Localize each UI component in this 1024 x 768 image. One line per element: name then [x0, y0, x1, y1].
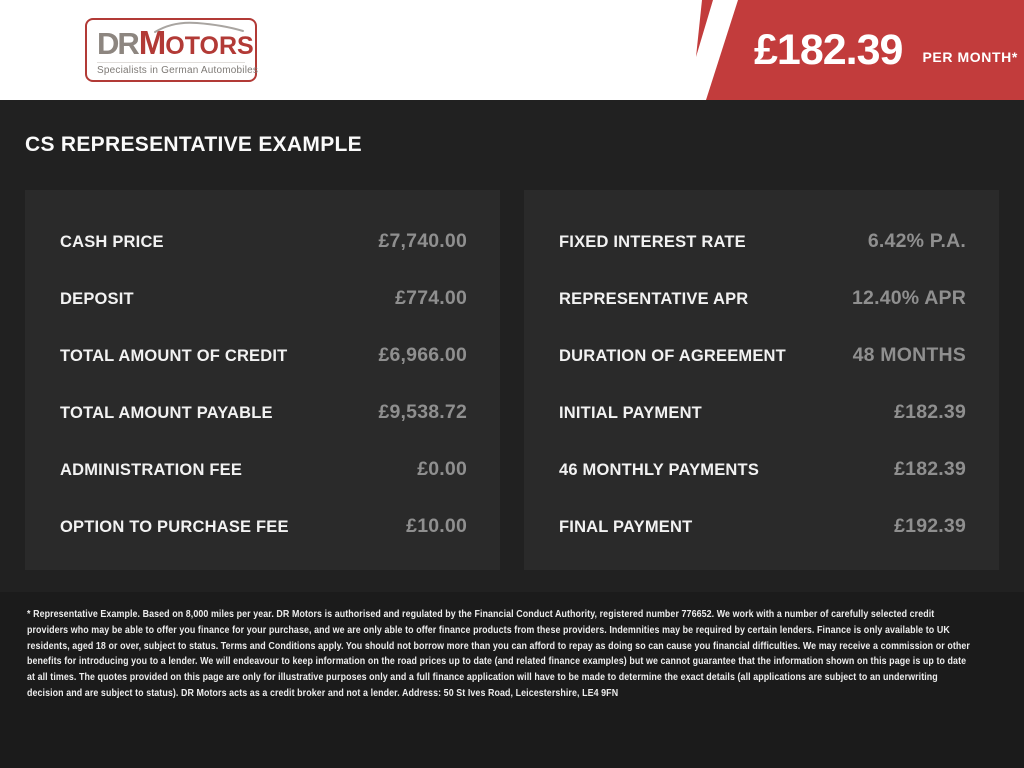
finance-row: [60, 344, 467, 367]
logo-text-dr: DR: [97, 26, 138, 61]
finance-label: CASH PRICE: [60, 233, 164, 251]
page-title: CS REPRESENTATIVE EXAMPLE: [25, 133, 362, 156]
finance-row: [60, 401, 467, 424]
finance-value: £10.00: [406, 515, 467, 537]
dealer-logo-wordmark: [97, 24, 254, 61]
finance-panel-left: [25, 190, 500, 570]
finance-label: REPRESENTATIVE APR: [559, 290, 749, 308]
finance-value: £774.00: [395, 287, 467, 309]
header: [0, 0, 1024, 100]
finance-label: ADMINISTRATION FEE: [60, 461, 243, 479]
finance-row: [559, 287, 966, 310]
disclaimer-footer: [0, 592, 1024, 768]
finance-label: DEPOSIT: [60, 290, 134, 308]
finance-label: OPTION TO PURCHASE FEE: [60, 518, 289, 536]
finance-value: £182.39: [894, 401, 966, 423]
dealer-logo: [85, 18, 257, 82]
monthly-price: £182.39: [754, 25, 903, 74]
finance-row: [559, 230, 966, 253]
finance-value: £6,966.00: [378, 344, 467, 366]
finance-label: FINAL PAYMENT: [559, 518, 693, 536]
finance-label: FIXED INTEREST RATE: [559, 233, 746, 251]
finance-label: 46 MONTHLY PAYMENTS: [559, 461, 760, 479]
finance-row: [60, 230, 467, 253]
price-banner: [690, 0, 1024, 100]
finance-row: [559, 458, 966, 481]
finance-value: 48 MONTHS: [852, 344, 966, 366]
finance-value: £0.00: [417, 458, 467, 480]
finance-row: [559, 401, 966, 424]
finance-example-section: [0, 100, 1024, 592]
finance-value: £192.39: [894, 515, 966, 537]
finance-row: [559, 344, 966, 367]
finance-label: DURATION OF AGREEMENT: [559, 347, 786, 365]
finance-label: TOTAL AMOUNT OF CREDIT: [60, 347, 288, 365]
finance-row: [60, 458, 467, 481]
finance-value: £7,740.00: [378, 230, 467, 252]
monthly-price-period: PER MONTH*: [922, 49, 1018, 65]
logo-text-m: M: [138, 24, 166, 61]
finance-value: 12.40% APR: [851, 287, 966, 309]
finance-label: INITIAL PAYMENT: [559, 404, 702, 422]
finance-label: TOTAL AMOUNT PAYABLE: [60, 404, 273, 422]
finance-value: £182.39: [894, 458, 966, 480]
finance-row: [60, 515, 467, 538]
finance-row: [559, 515, 966, 538]
finance-value: £9,538.72: [378, 401, 467, 423]
finance-value: 6.42% P.A.: [867, 230, 966, 252]
car-silhouette-icon: [153, 19, 245, 35]
logo-tagline: Specialists in German Automobiles: [97, 62, 245, 76]
price-banner-text: [754, 0, 1018, 100]
finance-row: [60, 287, 467, 310]
finance-panel-right: [524, 190, 999, 570]
disclaimer-text: * Representative Example. Based on 8,000 miles per year. DR Motors is authorised and regulated by the Financial Conduct Authority, registered number 776652. We work with a number of carefully selected credit providers who may be able to offer you finance for your purchase, and we are only able to offer finance products from these providers. Indemnities may be required by certain lenders. Finance is only available to UK residents, aged 18 or over, subject to status. Terms and Conditions apply. You should not borrow more than you can afford to repay as doing so can cause you financial difficulties. We may receive a commission or other benefits for introducing you to a lender. We will endeavour to keep information on the road prices up to date (and related finance examples) but we cannot guarantee that the information shown on this page is up to date at all times. The quotes provided on this page are only for illustrative purposes only and a full finance application will have to be made to determine the exact details (all applications are subject to an underwriting decision and are subject to status). DR Motors acts as a credit broker and not a lender. Address: 50 St Ives Road, Leicestershire, LE4 9FN: [27, 608, 970, 699]
logo-text-otors: OTORS: [165, 32, 254, 60]
